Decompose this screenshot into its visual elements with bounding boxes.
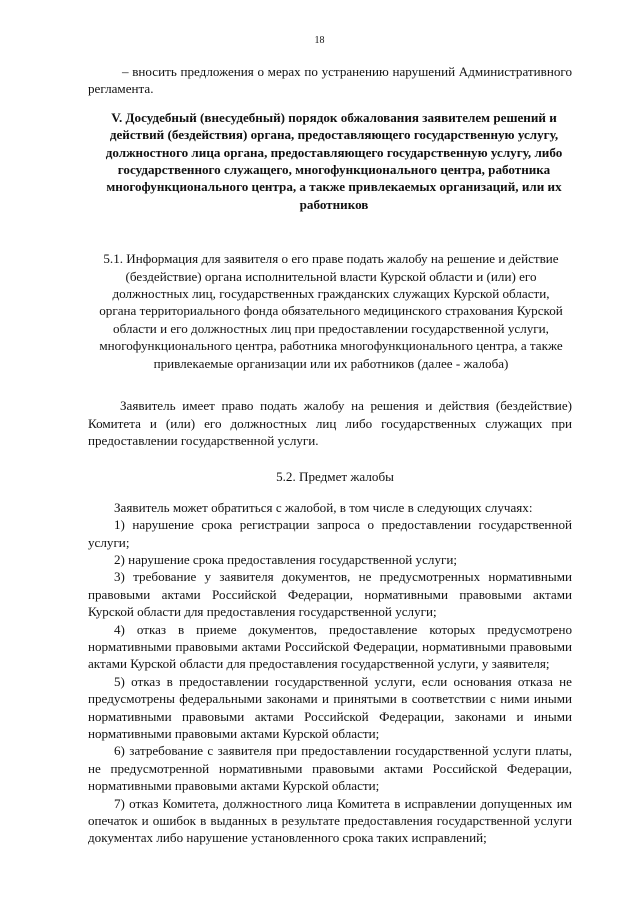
paragraph-5-1: 5.1. Информация для заявителя о его праве подать жалобу на решение и действие (бездействие) органа исполнительной власти Курской области и (или) его должностных лиц, государственных гражданских служащих Курской области, органа территориального фонда обязательного медицинского страхования Курской области и его должностных лиц при предоставлении государственной услуги, многофункционального центра, работника многофункционального центра, а также привлекаемые организации или их работников (далее - жалоба)	[99, 251, 563, 371]
list-item: 2) нарушение срока предоставления государственной услуги;	[114, 551, 458, 567]
list-item: 1) нарушение срока регистрации запроса о предоставлении государственной услуги;	[88, 517, 572, 550]
list-item: 4) отказ в приеме документов, предоставление которых предусмотрено нормативными правовыми актами Российской Федерации, нормативными правовыми актами Курской области для предоставления государственной услуги, у заявителя;	[88, 621, 572, 672]
list-item: 6) затребование с заявителя при предоставлении государственной услуги платы, не предусмотренной нормативными правовыми актами Российской Федерации, нормативными правовыми актами Курской области;	[88, 743, 572, 794]
list-item: 7) отказ Комитета, должностного лица Комитета в исправлении допущенных им опечаток и ошибок в выданных в результате предоставления государственной услуги документах либо нарушение установленного срока таких исправлений;	[88, 795, 572, 846]
section-heading: V. Досудебный (внесудебный) порядок обжалования заявителем решений и действий (бездействия) органа, предоставляющего государственную услугу, должностного лица органа, предоставляющего государственную услугу, либо государственного служащего, многофункционального центра, работника многофункционального центра, а также привлекаемых организаций, или их работников	[105, 109, 563, 212]
list-item: 5) отказ в предоставлении государственной услуги, если основания отказа не предусмотрены федеральными законами и принятыми в соответствии с ними иными нормативными правовыми актами Российской Федерации, законами и иными нормативными правовыми актами Курской области;	[88, 673, 572, 741]
complaint-cases-list	[88, 499, 572, 847]
document-body	[88, 63, 572, 847]
intro-line-1: – вносить предложения о мерах по устранению нарушений	[122, 64, 456, 79]
paragraph-right-to-complain: Заявитель имеет право подать жалобу на решения и действия (бездействие) Комитета и (или) его должностных лиц либо государственных служащих при предоставлении государственной услуги.	[88, 398, 572, 448]
intro-line-2: Административного регламента.	[88, 64, 572, 97]
page-number: 18	[314, 35, 325, 46]
list-item: 3) требование у заявителя документов, не предусмотренных нормативными правовыми актами Российской Федерации, нормативными правовыми актами Курской области для предоставления государственной услуги;	[88, 569, 572, 620]
intro-paragraph	[88, 63, 572, 98]
list-intro: Заявитель может обратиться с жалобой, в том числе в следующих случаях:	[114, 499, 533, 515]
subheading-5-2: 5.2. Предмет жалобы	[276, 469, 394, 485]
